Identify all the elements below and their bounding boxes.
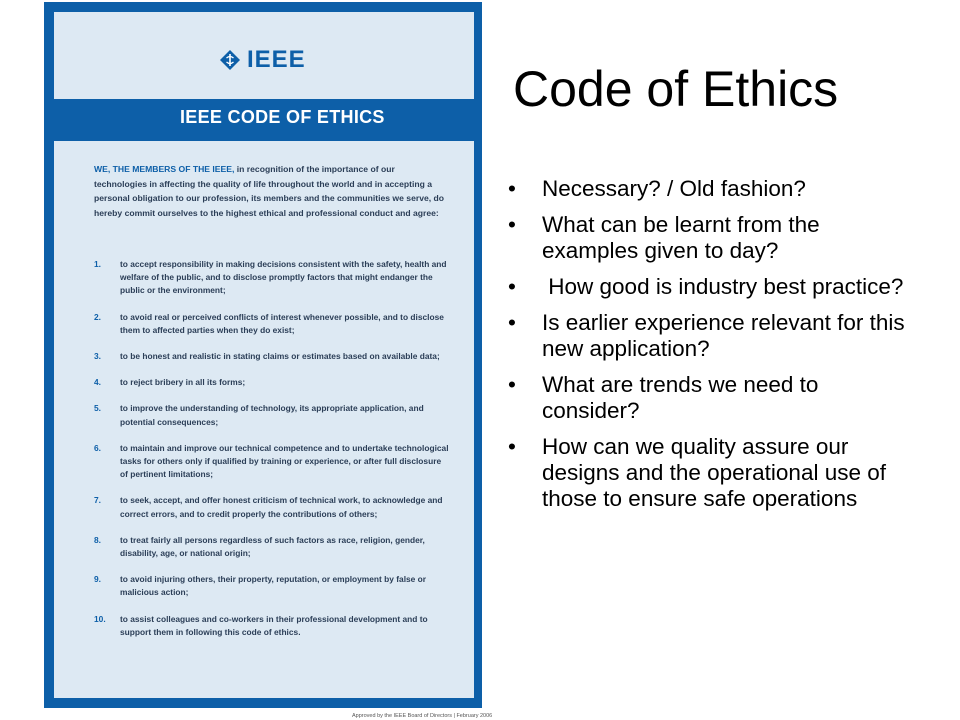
bullet-text: What are trends we need to consider? [542,372,825,423]
ethics-item-number: 8. [94,534,101,545]
ethics-item [94,402,449,428]
poster-title: IEEE CODE OF ETHICS [180,107,385,127]
ethics-item-number: 3. [94,351,101,362]
bullet-item [508,176,918,202]
ethics-item [94,350,449,363]
ethics-item-text: to improve the understanding of technology, its appropriate application, and potential consequences; [120,403,424,427]
bullet-dot-icon: • [508,274,516,299]
slide-title: Code of Ethics [513,61,839,117]
ethics-item [94,442,449,482]
bullet-text: Is earlier experience relevant for this new application? [542,310,911,361]
ethics-item [94,311,449,337]
ethics-item-number: 6. [94,442,101,453]
bullet-item [508,310,918,362]
title-band [44,99,482,141]
bullet-dot-icon: • [508,372,516,397]
ethics-item [94,573,449,599]
ethics-item-text: to accept responsibility in making decisions consistent with the safety, health and welfare of the public, and to disclose promptly factors that might endanger the public or the environment; [120,259,447,296]
ieee-logo [219,46,306,74]
ethics-item-text: to assist colleagues and co-workers in their professional development and to support them in following this code of ethics. [120,613,428,637]
bullet-item [508,212,918,264]
bullet-item [508,434,918,512]
ethics-item-number: 1. [94,259,101,269]
approval-note: Approved by the IEEE Board of Directors | February 2006 [352,713,493,719]
ethics-item [94,613,449,639]
bullet-list [508,176,918,522]
intro-text: in recognition of the importance of our technologies in affecting the quality of life throughout the world and in accepting a personal obligation to our profession, its members and the communities we serve, do hereby commit ourselves to the highest ethical and professional conduct and agree: [94,164,445,218]
ethics-item-number: 2. [94,311,101,322]
ethics-item-text: to reject bribery in all its forms; [120,377,246,388]
ethics-item [94,376,449,389]
ethics-item-number: 5. [94,403,101,414]
ethics-item-text: to be honest and realistic in stating claims or estimates based on available data; [120,351,440,362]
bullet-item [508,372,918,424]
bullet-dot-icon: • [508,176,516,201]
ethics-items-list [94,258,449,639]
bullet-text: What can be learnt from the examples given to day? [542,212,826,263]
ieee-code-poster [44,2,493,719]
ethics-item-number: 7. [94,495,101,506]
intro-lead: WE, THE MEMBERS OF THE IEEE, [94,164,235,174]
bullet-text: How good is industry best practice? [542,274,904,299]
logo-text: IEEE [247,46,306,73]
bullet-dot-icon: • [508,310,516,335]
poster-inner [54,12,474,698]
ethics-item-text: to seek, accept, and offer honest criticism of technical work, to acknowledge and correct errors, and to credit properly the contributions of others; [120,495,443,519]
ieee-diamond-icon [219,49,241,71]
ethics-item-number: 10. [94,613,106,624]
ethics-item-text: to avoid injuring others, their property, reputation, or employment by false or malicious action; [120,574,427,598]
bullet-dot-icon: • [508,212,516,237]
poster-intro [94,162,449,220]
ethics-item-text: to maintain and improve our technical competence and to undertake technological tasks for others only if qualified by training or experience, or after full disclosure of pertinent limitations; [120,442,449,480]
ethics-item [94,534,449,560]
ethics-item-number: 4. [94,377,101,388]
ethics-item [94,494,449,520]
ethics-item [94,258,449,298]
bullet-text: How can we quality assure our designs and the operational use of those to ensure safe operations [542,434,893,511]
bullet-item [508,274,918,300]
bullet-text: Necessary? / Old fashion? [542,176,806,201]
ethics-item-number: 9. [94,574,101,585]
bullet-dot-icon: • [508,434,516,459]
ethics-item-text: to treat fairly all persons regardless of such factors as race, religion, gender, disability, age, or national origin; [120,534,425,559]
ethics-item-text: to avoid real or perceived conflicts of interest whenever possible, and to disclose them to affected parties when they do exist; [120,311,444,335]
